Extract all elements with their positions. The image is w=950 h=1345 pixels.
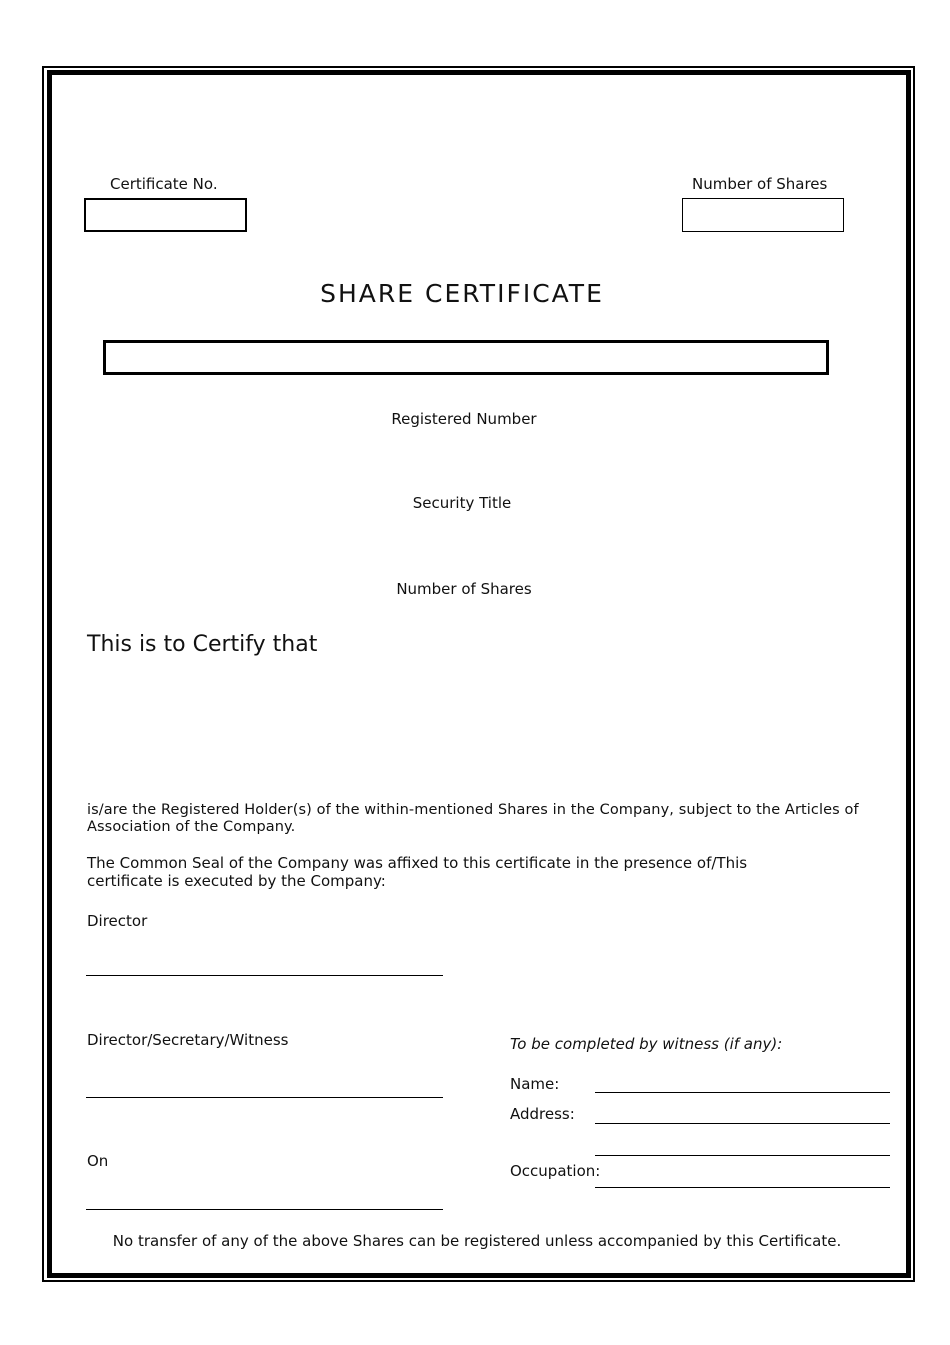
registered-number-label: Registered Number xyxy=(391,410,537,428)
witness-address-line-2[interactable] xyxy=(595,1155,890,1156)
security-title-label: Security Title xyxy=(412,494,512,512)
number-of-shares-field[interactable] xyxy=(682,198,844,232)
certify-heading: This is to Certify that xyxy=(87,632,318,657)
number-of-shares-header-label: Number of Shares xyxy=(692,175,828,193)
witness-occupation-line[interactable] xyxy=(595,1187,890,1188)
director-label: Director xyxy=(87,912,148,930)
witness-heading: To be completed by witness (if any): xyxy=(510,1035,783,1053)
page-title: SHARE CERTIFICATE xyxy=(320,279,604,308)
company-name-field[interactable] xyxy=(103,340,829,375)
number-of-shares-label: Number of Shares xyxy=(396,580,532,598)
holder-statement: is/are the Registered Holder(s) of the within-mentioned Shares in the Company, subject to the Articles of Association of the Company. xyxy=(87,802,859,835)
witness-address-line-1[interactable] xyxy=(595,1123,890,1124)
certificate-no-field[interactable] xyxy=(84,198,247,232)
witness-occupation-label: Occupation: xyxy=(510,1162,601,1180)
witness-name-label: Name: xyxy=(510,1075,560,1093)
seal-statement: The Common Seal of the Company was affixed to this certificate in the presence of/This certificate is executed by the Company: xyxy=(87,854,748,890)
witness-name-line[interactable] xyxy=(595,1092,890,1093)
director-signature-line[interactable] xyxy=(86,975,443,976)
certificate-no-label: Certificate No. xyxy=(110,175,218,193)
witness-address-label: Address: xyxy=(510,1105,575,1123)
footer-note: No transfer of any of the above Shares can be registered unless accompanied by this Certificate. xyxy=(112,1232,842,1250)
on-label: On xyxy=(87,1152,109,1170)
date-signature-line[interactable] xyxy=(86,1209,443,1210)
director-secretary-witness-signature-line[interactable] xyxy=(86,1097,443,1098)
director-secretary-witness-label: Director/Secretary/Witness xyxy=(87,1031,289,1049)
